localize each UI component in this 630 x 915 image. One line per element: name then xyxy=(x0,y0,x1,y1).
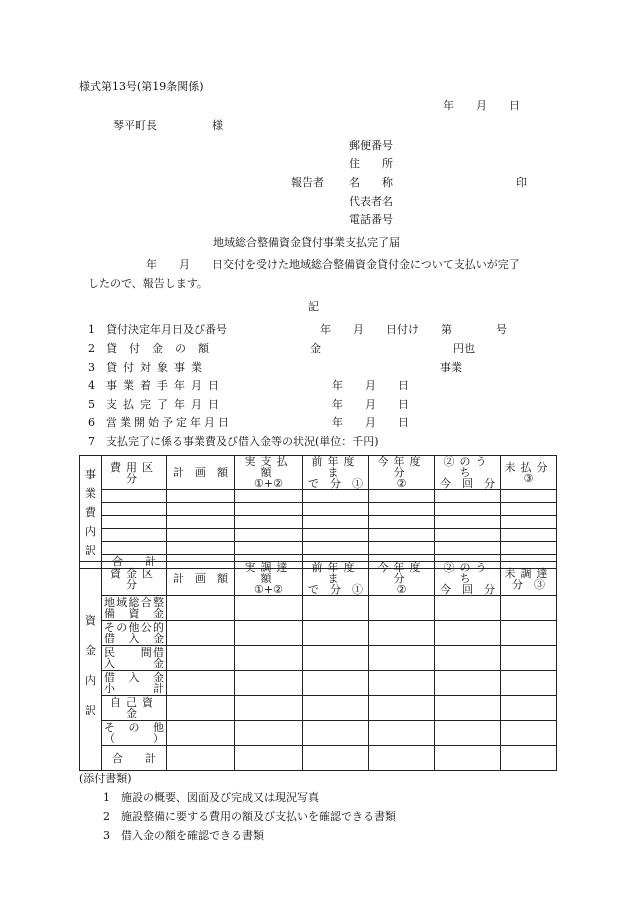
total-label: 合 計 xyxy=(102,746,167,771)
total-label: 合 計 xyxy=(102,555,167,569)
body-line-2: したので、報告します。 xyxy=(88,277,208,290)
item-label: 事業着手年月日 xyxy=(106,379,225,392)
column-header: ②のうち 今 回 分 xyxy=(435,562,501,596)
seal-mark: 印 xyxy=(516,176,527,189)
item-number: 7 xyxy=(88,435,95,448)
column-header: 計 画 額 xyxy=(167,562,235,596)
body-line-1: 年 月 日交付を受けた地域総合整備資金貸付金について支払いが完了 xyxy=(146,258,520,271)
column-header: 未調達 分 ③ xyxy=(501,562,557,596)
table-row xyxy=(80,490,557,503)
representative-label: 代表者名 xyxy=(349,195,393,208)
attachment-item: 1 施設の概要、図面及び完成又は現況写真 xyxy=(103,791,319,804)
table-row xyxy=(80,529,557,542)
funding-side-label: 資 金 内 訳 xyxy=(80,562,102,771)
column-header: 実支払額 ①+② xyxy=(235,456,303,490)
reporter-label: 報告者 xyxy=(291,176,324,189)
item-value: 金 円也 xyxy=(310,342,475,355)
table-row xyxy=(80,621,557,646)
expense-side-label: 事 業 費 内 訳 xyxy=(80,456,102,569)
row-label: 地域総合整備資金 xyxy=(102,596,167,621)
item-value: 年 月 日付け 第 号 xyxy=(320,323,507,336)
addressee: 琴平町長 様 xyxy=(113,119,223,132)
column-header: 実調達額 ①+② xyxy=(235,562,303,596)
table-row xyxy=(80,516,557,529)
postal-label: 郵便番号 xyxy=(349,139,393,152)
item-value: 事業 xyxy=(440,361,462,374)
expense-table xyxy=(79,455,557,569)
table-row xyxy=(80,671,557,696)
address-label: 住 所 xyxy=(349,157,393,170)
column-header: 前年度ま で 分 ① xyxy=(303,456,369,490)
table-row xyxy=(80,721,557,746)
row-label: 民 間借 入 金 xyxy=(102,646,167,671)
table-row xyxy=(80,646,557,671)
item-number: 3 xyxy=(88,361,95,374)
document-title: 地域総合整備資金貸付事業支払完了届 xyxy=(213,236,400,249)
column-header: 今年度分 ② xyxy=(369,456,435,490)
table-row xyxy=(80,746,557,771)
item-label: 支払完了に係る事業費及び借入金等の状況(単位：千円) xyxy=(106,435,379,448)
item-label: 営業開始予定年月日 xyxy=(106,416,232,429)
column-header: 今年度分 ② xyxy=(369,562,435,596)
column-header: 未払分 ③ xyxy=(501,456,557,490)
item-number: 6 xyxy=(88,416,95,429)
row-label: その他公的借入金 xyxy=(102,621,167,646)
column-header: 前年度ま で 分 ① xyxy=(303,562,369,596)
row-label: 借 入 金小 計 xyxy=(102,671,167,696)
name-label: 名 称 xyxy=(349,176,393,189)
table-row xyxy=(80,696,557,721)
funding-table xyxy=(79,561,557,771)
attachment-item: 2 施設整備に要する費用の額及び支払いを確認できる書類 xyxy=(103,810,396,823)
column-header: ②のうち 今 回 分 xyxy=(435,456,501,490)
item-number: 2 xyxy=(88,342,95,355)
attachment-item: 3 借入金の額を確認できる書類 xyxy=(103,829,264,842)
ki-heading: 記 xyxy=(308,300,319,313)
column-header: 費用区分 xyxy=(102,456,167,490)
item-number: 5 xyxy=(88,398,95,411)
form-number: 様式第13号(第19条関係) xyxy=(79,80,204,93)
item-label: 支払完了年月日 xyxy=(106,398,225,411)
attachments-heading: (添付書類) xyxy=(79,772,132,785)
item-label: 貸付対象事業 xyxy=(106,361,208,374)
row-label: そ の 他（ ） xyxy=(102,721,167,746)
item-label: 貸付決定年月日及び番号 xyxy=(106,323,227,336)
column-header: 計 画 額 xyxy=(167,456,235,490)
phone-label: 電話番号 xyxy=(349,213,393,226)
item-label: 貸付金の額 xyxy=(106,342,221,355)
date-line: 年 月 日 xyxy=(443,99,520,112)
row-label: 自己資金 xyxy=(102,696,167,721)
item-number: 1 xyxy=(88,323,95,336)
table-row xyxy=(80,503,557,516)
item-value: 年 月 日 xyxy=(332,398,409,411)
item-value: 年 月 日 xyxy=(332,416,409,429)
table-row xyxy=(80,542,557,555)
column-header: 資金区分 xyxy=(102,562,167,596)
table-row xyxy=(80,596,557,621)
item-number: 4 xyxy=(88,379,95,392)
item-value: 年 月 日 xyxy=(332,379,409,392)
